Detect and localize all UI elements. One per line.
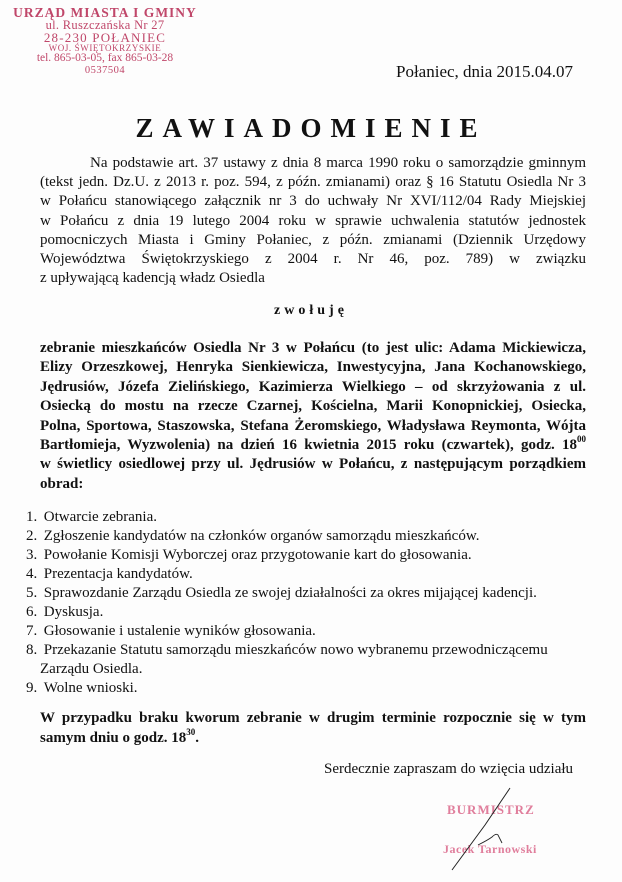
- agenda-item: 7. Głosowanie i ustalenie wyników głosowania.: [26, 623, 316, 639]
- stamp-voivodeship: WOJ. ŚWIĘTOKRZYSKIE: [48, 43, 162, 53]
- office-stamp: [10, 6, 200, 76]
- meeting-line: zebranie mieszkańców Osiedla Nr 3 w Połańcu (to jest ulic: Adama Mickiewicza,: [40, 340, 586, 356]
- quorum-line: W przypadku braku kworum zebranie w drugim terminie rozpocznie się w tym: [40, 710, 586, 726]
- signature-flourish: [478, 834, 502, 845]
- handwritten-signature: [430, 785, 590, 880]
- quorum-line-time: samym dniu o godz. $18^{30}$.: [40, 726, 200, 746]
- stamp-regon: 0537504: [84, 64, 126, 76]
- signature-stroke: [452, 788, 510, 870]
- stamp-street: ul. Ruszczańska Nr 27: [45, 18, 165, 32]
- agenda-item: 9. Wolne wnioski.: [26, 680, 138, 696]
- meeting-line: Osiecką do mostu na rzecze Czarnej, Kościelna, Marii Konopnickiej, Osiecka,: [40, 398, 586, 415]
- meeting-line: obrad:: [40, 475, 84, 492]
- stamp-title: URZĄD MIASTA I GMINY: [13, 5, 197, 20]
- agenda-item: 8. Przekazanie Statutu samorządu mieszkańców nowo wybranemu przewodniczącemu: [26, 642, 548, 658]
- document-title: ZAWIADOMIENIE: [135, 113, 487, 143]
- stamp-person-name: Jacek Tarnowski: [443, 842, 537, 856]
- agenda-item: 4. Prezentacja kandydatów.: [26, 566, 193, 582]
- agenda-item: 5. Sprawozdanie Zarządu Osiedla ze swojej działalności za okres mijającej kadencji.: [26, 585, 537, 601]
- agenda-list: [26, 508, 548, 698]
- intro-line: Województwa Świętokrzyskiego z 2004 r. Nr 46, poz. 789) w związku: [40, 250, 586, 267]
- meeting-time-minutes: 00: [577, 433, 586, 444]
- meeting-line: Jędrusiów, Józefa Zielińskiego, Kazimierza Wielkiego – od skrzyżowania z ul.: [40, 378, 586, 395]
- meeting-line-time: Bartłomieja, Wyzwolenia) na dzień 16 kwietnia 2015 roku (czwartek), godz. $18^{00}$: [40, 433, 586, 453]
- meeting-line: Elizy Orzeszkowej, Henryka Sienkiewicza, Inwestycyjna, Jana Kochanowskiego,: [40, 359, 586, 376]
- agenda-item: 2. Zgłoszenie kandydatów na członków organów samorządu mieszkańców.: [26, 528, 480, 544]
- stamp-phone: tel. 865-03-05, fax 865-03-28: [36, 52, 174, 64]
- meeting-paragraph: [40, 339, 586, 494]
- document-date: Połaniec, dnia 2015.04.07: [396, 62, 574, 81]
- agenda-item-continuation: Zarządu Osiedla.: [40, 661, 143, 677]
- intro-line: w Połańcu stanowiącego załącznik nr 3 do uchwały Nr XVI/112/04 Rady Miejskiej: [40, 193, 586, 210]
- intro-line: w Połańcu z dnia 19 lutego 2004 roku w sprawie uchwalenia statutów jednostek: [40, 212, 586, 229]
- stamp-role: BURMISTRZ: [447, 802, 535, 817]
- meeting-line: Polna, Sportowa, Staszowska, Stefana Żeromskiego, Władysława Reymonta, Wójta: [40, 417, 586, 434]
- meeting-line: w świetlicy osiedlowej przy ul. Jędrusiów w Połańcu, z następującym porządkiem: [40, 456, 586, 473]
- intro-paragraph: [40, 154, 586, 288]
- intro-line: Na podstawie art. 37 ustawy z dnia 8 marca 1990 roku o samorządzie gminnym: [90, 155, 586, 171]
- agenda-item: 3. Powołanie Komisji Wyborczej oraz przygotowanie kart do głosowania.: [26, 547, 472, 563]
- intro-line: (tekst jedn. Dz.U. z 2013 r. poz. 594, z późn. zmianami) oraz § 16 Statutu Osiedla Nr 3: [40, 174, 586, 191]
- quorum-time-minutes: 30: [186, 726, 196, 737]
- intro-line: pomocniczych Miasta i Gminy Połaniec, z późn. zmianami (Dziennik Urzędowy: [40, 231, 586, 248]
- quorum-paragraph: [40, 709, 586, 748]
- closing-invitation: Serdecznie zapraszam do wzięcia udziału: [324, 761, 574, 777]
- agenda-item: 1. Otwarcie zebrania.: [26, 509, 158, 525]
- stamp-city: 28-230 POŁANIEC: [43, 29, 167, 45]
- intro-line: z upływającą kadencją władz Osiedla: [40, 270, 265, 287]
- convene-heading: zwołuję: [274, 303, 348, 318]
- agenda-item: 6. Dyskusja.: [26, 604, 104, 620]
